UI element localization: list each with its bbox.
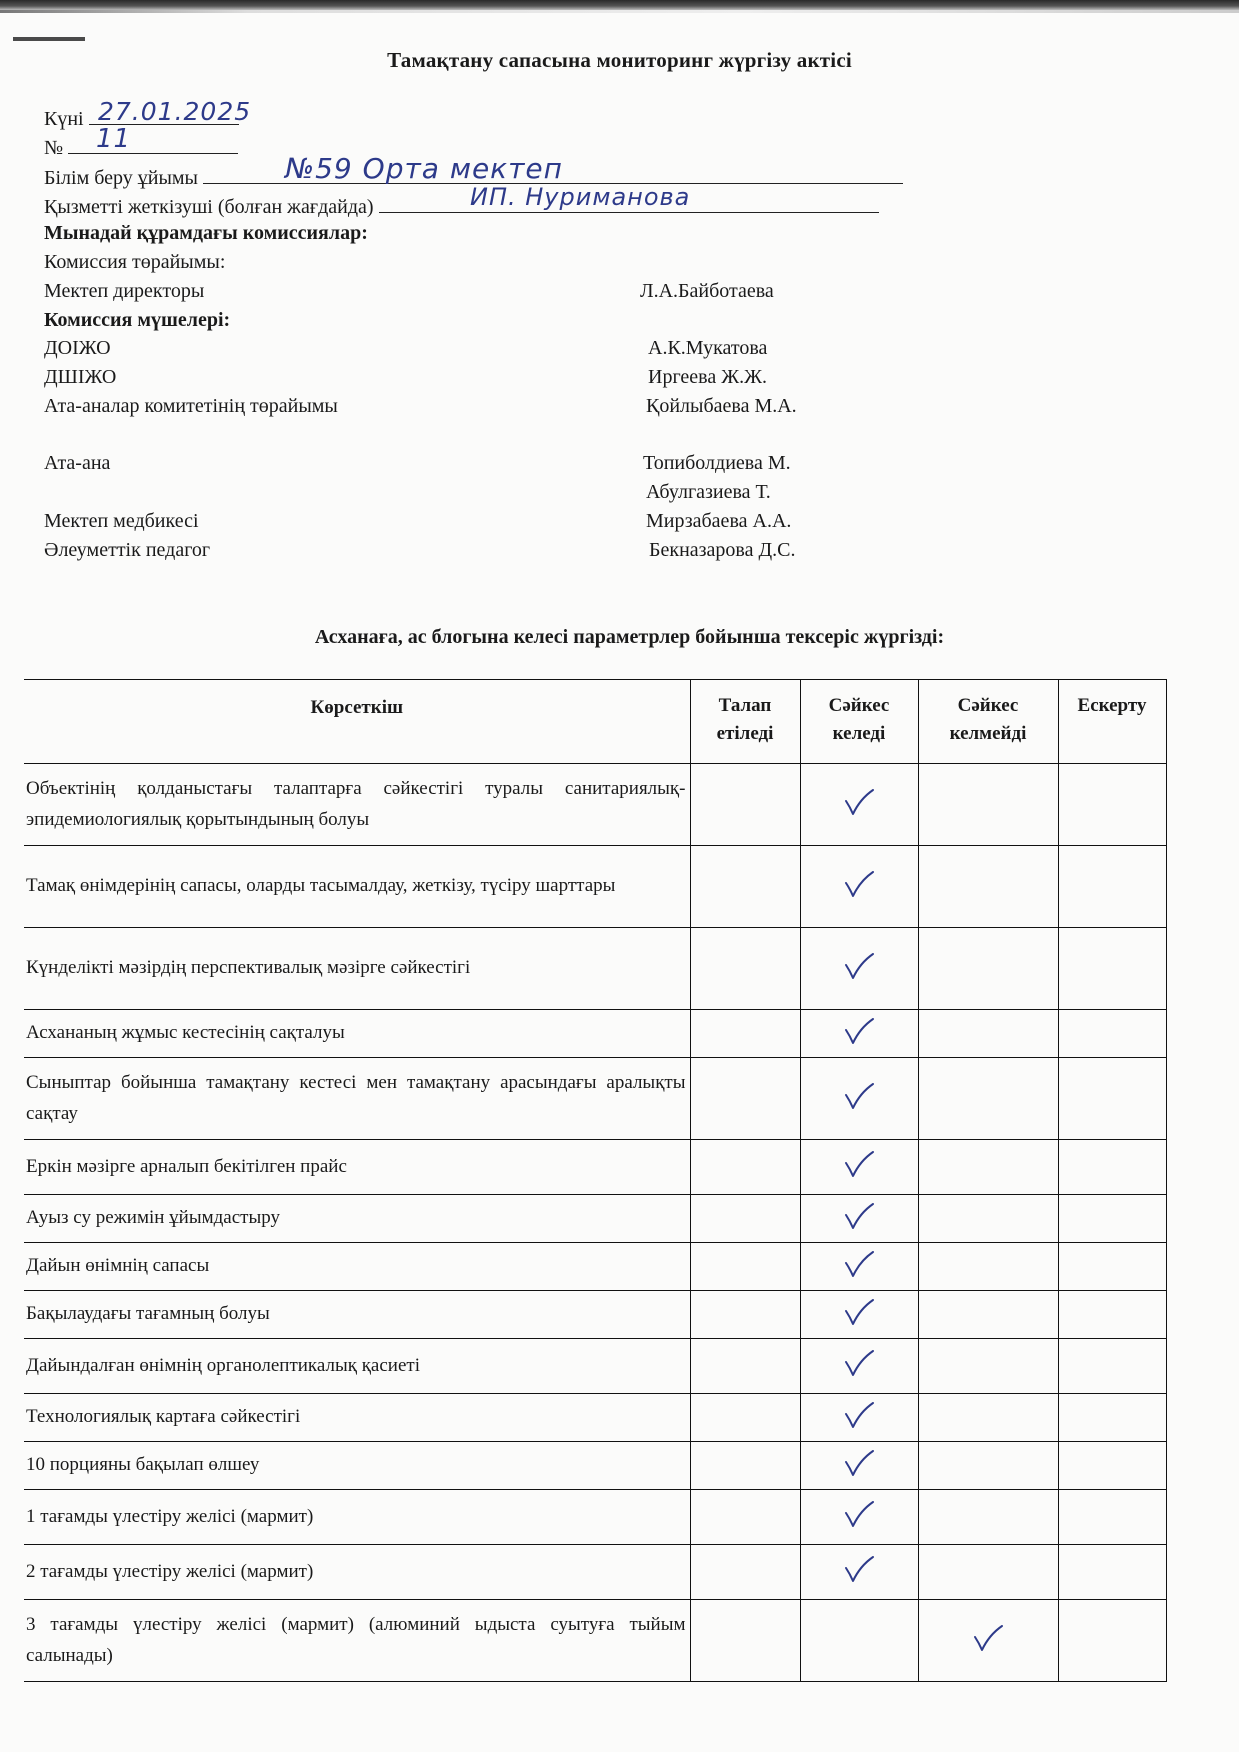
commission-heading: Мынадай құрамдағы комиссиялар: [44,222,368,244]
number-value: 11 [96,124,132,154]
organization-label: Білім беру ұйымы [44,167,198,189]
indicator-cell: 1 тағамды үлестіру желісі (мармит) [24,1490,690,1545]
check-mark [842,1081,876,1111]
check-mark-icon [842,1149,876,1179]
compliant-cell [800,1291,918,1339]
check-mark [842,1448,876,1478]
compliant-cell [800,1058,918,1140]
compliant-cell [800,1545,918,1600]
noncompliant-cell [918,1442,1058,1490]
indicator-cell: Бақылаудағы тағамның болуы [24,1291,690,1339]
noncompliant-cell [918,1394,1058,1442]
note-cell [1058,1545,1166,1600]
indicator-cell: Ауыз су режимін ұйымдастыру [24,1195,690,1243]
member-name: Қойлыбаева М.А. [646,395,797,417]
check-mark [842,869,876,899]
compliant-cell [800,846,918,928]
check-mark-icon [842,1081,876,1111]
provider-value: ИП. Нуриманова [470,183,691,211]
compliant-cell [800,1010,918,1058]
note-cell [1058,1243,1166,1291]
scan-mark [13,37,85,41]
indicator-cell: 3 тағамды үлестіру желісі (мармит) (алюминий ыдыста суытуға тыйым салынады) [24,1600,690,1682]
table-row [24,1394,1166,1442]
header-required [690,680,800,764]
required-cell [690,1490,800,1545]
required-cell [690,1339,800,1394]
header-indicator [24,680,690,764]
check-mark-icon [842,1554,876,1584]
check-mark-icon [842,1249,876,1279]
indicator-cell: Күнделікті мәзірдің перспективалық мәзірге сәйкестігі [24,928,690,1010]
header-compliant-line1: Сәйкес [828,695,890,716]
header-noncompliant [918,680,1058,764]
header-indicator-label: Көрсеткіш [310,697,404,718]
required-cell [690,1545,800,1600]
check-mark-icon [971,1623,1005,1653]
table-row [24,1010,1166,1058]
indicator-cell: Дайын өнімнің сапасы [24,1243,690,1291]
indicator-cell: Дайындалған өнімнің органолептикалық қасиеті [24,1339,690,1394]
member-name: Мирзабаева А.А. [646,510,792,532]
members-heading: Комиссия мүшелері: [44,309,231,331]
required-cell [690,1394,800,1442]
noncompliant-cell [918,1291,1058,1339]
member-name: А.К.Мукатова [648,337,768,359]
header-noncompliant-line2: келмейді [949,722,1027,744]
required-cell [690,1442,800,1490]
noncompliant-cell [918,1140,1058,1195]
table-row [24,1339,1166,1394]
noncompliant-cell [918,1339,1058,1394]
header-compliant-line2: келеді [832,722,886,744]
check-mark [842,1554,876,1584]
member-role: Мектеп медбикесі [44,510,199,532]
compliant-cell [800,928,918,1010]
chair-role: Мектеп директоры [44,280,205,302]
check-mark [842,1348,876,1378]
check-mark [971,1623,1005,1653]
table-row [24,1058,1166,1140]
member-role: ДОІЖО [44,337,111,359]
note-cell [1058,846,1166,928]
number-underline [68,133,238,154]
check-mark [842,1149,876,1179]
inspection-table [24,679,1167,1682]
indicator-cell: 2 тағамды үлестіру желісі (мармит) [24,1545,690,1600]
table-row [24,1140,1166,1195]
noncompliant-cell [918,1058,1058,1140]
note-cell [1058,1339,1166,1394]
scan-top-edge [0,0,1239,10]
indicator-cell: Асхананың жұмыс кестесінің сақталуы [24,1010,690,1058]
compliant-cell [800,1600,918,1682]
section-title: Асханаға, ас блогына келесі параметрлер бойынша тексеріс жүргізді: [314,626,945,648]
check-mark [842,1400,876,1430]
check-mark [842,1016,876,1046]
required-cell [690,1243,800,1291]
noncompliant-cell [918,1600,1058,1682]
member-name: Абулгазиева Т. [646,481,771,503]
check-mark [842,1201,876,1231]
indicator-cell: Технологиялық картаға сәйкестігі [24,1394,690,1442]
header-noncompliant-line1: Сәйкес [957,695,1019,716]
check-mark-icon [842,951,876,981]
note-cell [1058,928,1166,1010]
check-mark [842,951,876,981]
scan-edge-shadow [0,10,1239,13]
number-field [44,133,238,160]
required-cell [690,846,800,928]
note-cell [1058,1195,1166,1243]
header-note [1058,680,1166,764]
check-mark [842,1297,876,1327]
required-cell [690,1010,800,1058]
member-name: Бекназарова Д.С. [649,539,796,561]
compliant-cell [800,764,918,846]
note-cell [1058,1490,1166,1545]
check-mark-icon [842,1499,876,1529]
indicator-cell: Тамақ өнімдерінің сапасы, оларды тасымалдау, жеткізу, түсіру шарттары [24,846,690,928]
required-cell [690,764,800,846]
note-cell [1058,1140,1166,1195]
member-name: Иргеева Ж.Ж. [648,366,768,388]
provider-label: Қызметті жеткізуші (болған жағдайда) [44,196,374,218]
table-row [24,1545,1166,1600]
compliant-cell [800,1394,918,1442]
noncompliant-cell [918,846,1058,928]
indicator-cell: Объектінің қолданыстағы талаптарға сәйкестігі туралы санитариялық-эпидемиологиялық қорытындының болуы [24,764,690,846]
document-title: Тамақтану сапасына мониторинг жүргізу актісі [387,48,852,72]
date-label: Күні [44,108,84,130]
check-mark-icon [842,1448,876,1478]
date-value: 27.01.2025 [98,97,252,126]
member-name: Топиболдиева М. [643,452,791,474]
table-row [24,846,1166,928]
check-mark-icon [842,1348,876,1378]
check-mark-icon [842,1201,876,1231]
compliant-cell [800,1339,918,1394]
header-note-label: Ескерту [1077,695,1147,716]
table-body [24,764,1166,1682]
required-cell [690,1600,800,1682]
table-row [24,1243,1166,1291]
table-row [24,1195,1166,1243]
compliant-cell [800,1442,918,1490]
check-mark-icon [842,869,876,899]
noncompliant-cell [918,1545,1058,1600]
chair-heading: Комиссия төрайымы: [44,251,226,273]
compliant-cell [800,1195,918,1243]
chair-name: Л.А.Байботаева [640,280,774,302]
noncompliant-cell [918,1490,1058,1545]
note-cell [1058,1291,1166,1339]
required-cell [690,1195,800,1243]
check-mark-icon [842,1016,876,1046]
note-cell [1058,1442,1166,1490]
table-row [24,764,1166,846]
provider-field [44,192,879,219]
noncompliant-cell [918,1195,1058,1243]
compliant-cell [800,1243,918,1291]
member-role: Ата-аналар комитетінің төрайымы [44,395,338,417]
check-mark [842,787,876,817]
noncompliant-cell [918,1010,1058,1058]
check-mark [842,1249,876,1279]
note-cell [1058,764,1166,846]
noncompliant-cell [918,1243,1058,1291]
table-row [24,928,1166,1010]
check-mark-icon [842,787,876,817]
indicator-cell: 10 порцияны бақылап өлшеу [24,1442,690,1490]
note-cell [1058,1394,1166,1442]
noncompliant-cell [918,764,1058,846]
note-cell [1058,1600,1166,1682]
check-mark-icon [842,1400,876,1430]
organization-value: №59 Орта мектеп [285,152,563,185]
required-cell [690,1058,800,1140]
required-cell [690,1291,800,1339]
noncompliant-cell [918,928,1058,1010]
compliant-cell [800,1490,918,1545]
required-cell [690,1140,800,1195]
required-cell [690,928,800,1010]
table-header-row [24,680,1166,764]
header-required-line2: етіледі [716,722,774,744]
header-required-line1: Талап [718,695,772,716]
note-cell [1058,1058,1166,1140]
compliant-cell [800,1140,918,1195]
table-row [24,1291,1166,1339]
table-row [24,1442,1166,1490]
indicator-cell: Сыныптар бойынша тамақтану кестесі мен тамақтану арасындағы аралықты сақтау [24,1058,690,1140]
table-row [24,1490,1166,1545]
table-row [24,1600,1166,1682]
member-role: Ата-ана [44,452,111,474]
header-compliant [800,680,918,764]
indicator-cell: Еркін мәзірге арналып бекітілген прайс [24,1140,690,1195]
number-label: № [44,137,64,159]
note-cell [1058,1010,1166,1058]
check-mark-icon [842,1297,876,1327]
member-role: ДШІЖО [44,366,117,388]
check-mark [842,1499,876,1529]
member-role: Әлеуметтік педагог [44,539,211,561]
